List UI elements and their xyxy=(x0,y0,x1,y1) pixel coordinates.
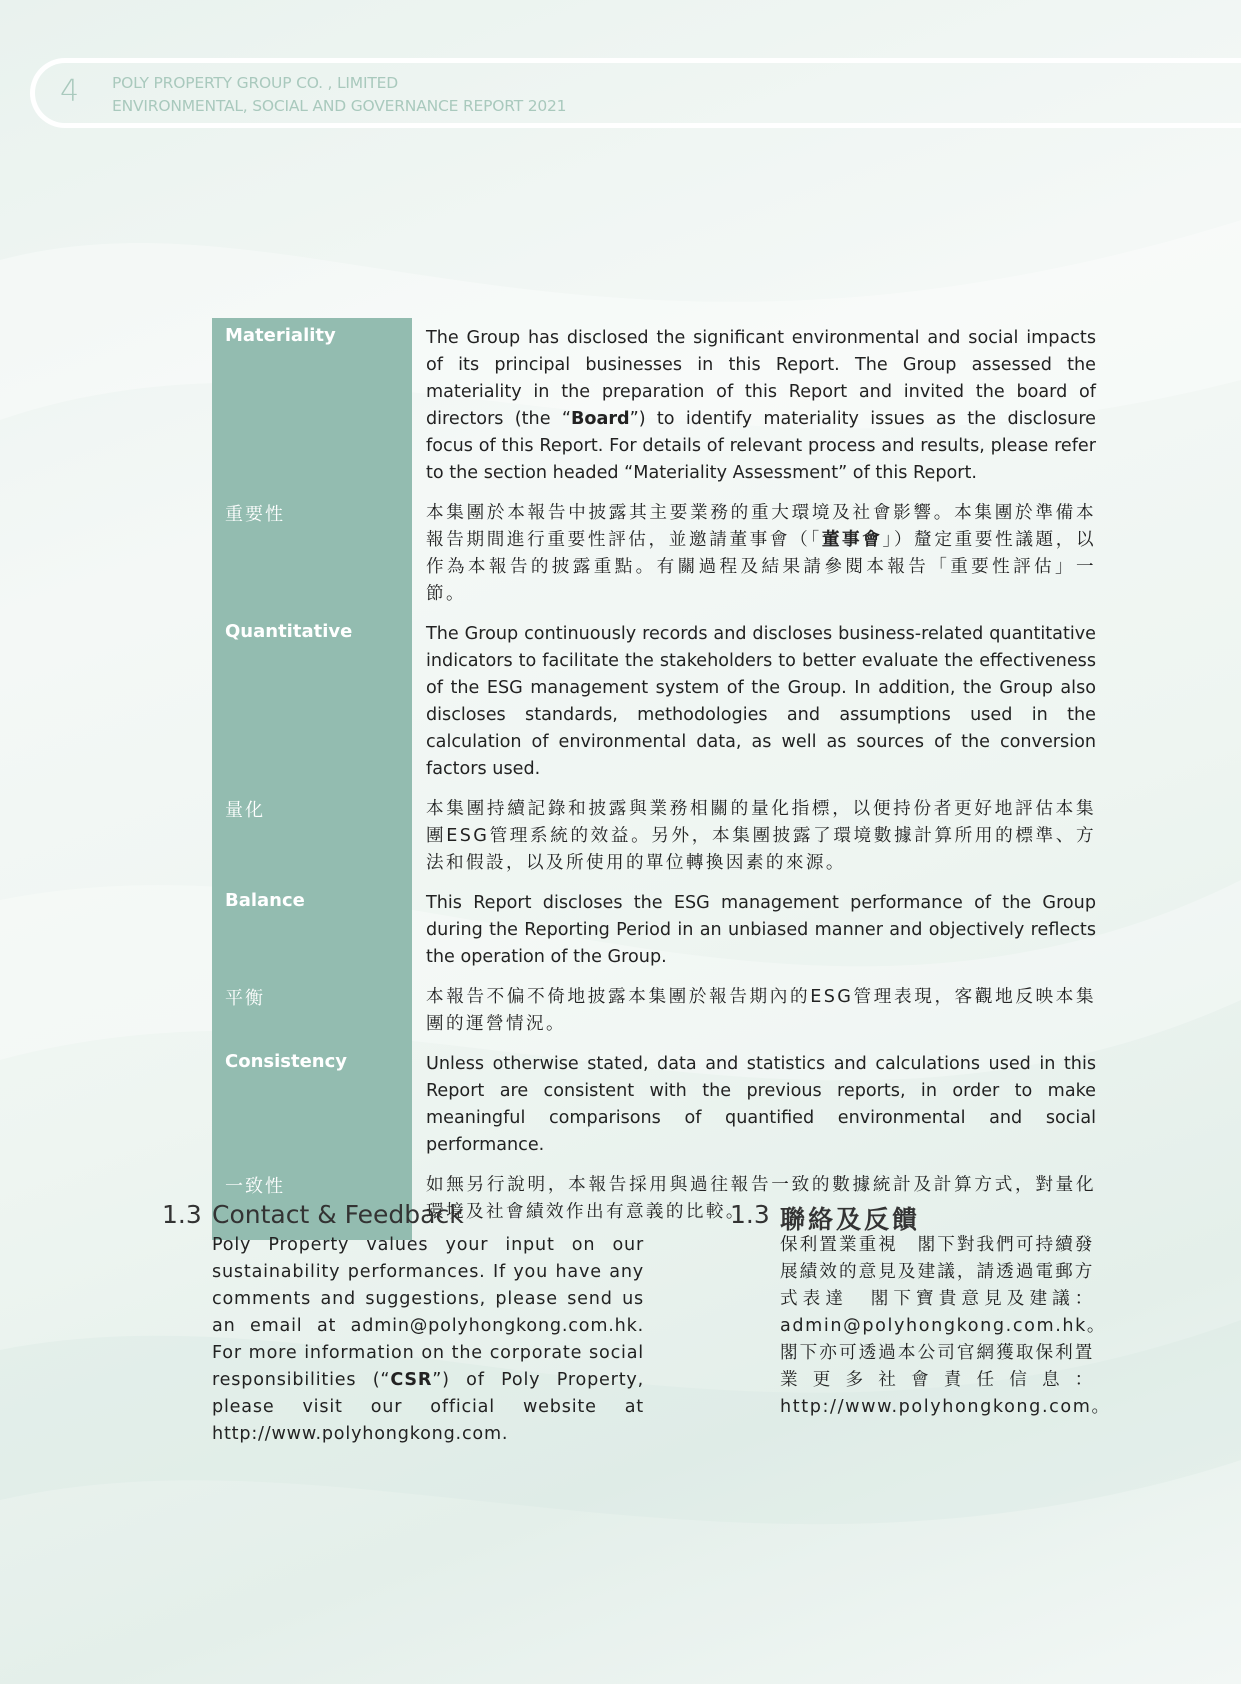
principle-label-zh: 重要性 xyxy=(212,493,412,614)
principle-label-zh: 平衡 xyxy=(212,977,412,1044)
contact-body-zh: 保利置業重視 閣下對我們可持續發展績效的意見及建議，請透過電郵方式表達 閣下寶貴意見及建議：admin@polyhongkong.com.hk。 閣下亦可透過本公司官網獲取保利置業更多社會責任信息：http://www.polyhongkong.com。 xyxy=(780,1235,1117,1417)
principle-text-zh: 本集團於本報告中披露其主要業務的重大環境及社會影響。本集團於準備本報告期間進行重要性評估，並邀請董事會（「董事會」）釐定重要性議題，以作為本報告的披露重點。有關過程及結果請參閱本報告「重要性評估」一節。 xyxy=(426,503,1097,604)
principle-label: Materiality xyxy=(212,318,412,493)
principle-label: Quantitative xyxy=(212,614,412,789)
principle-text-zh: 本集團持續記錄和披露與業務相關的量化指標，以便持份者更好地評估本集團ESG管理系統的效益。另外，本集團披露了環境數據計算所用的標準、方法和假設，以及所使用的單位轉換因素的來源。 xyxy=(426,799,1096,873)
header-report-title: ENVIRONMENTAL, SOCIAL AND GOVERNANCE REPORT 2021 xyxy=(112,97,567,115)
contact-section-number-zh: 1.3 xyxy=(730,1200,770,1229)
contact-body: Poly Property values your input on our sustainability performances. If you have any comments and suggestions, please send us an email at admin@polyhongkong.com.hk. For more information on the corporate social responsibilities (“CSR”) of Poly Property, please visit our official website at http://www.polyhongkong.com. xyxy=(212,1235,644,1444)
principle-text-zh: 本報告不偏不倚地披露本集團於報告期內的ESG管理表現，客觀地反映本集團的運營情況。 xyxy=(426,987,1096,1034)
principle-label: Balance xyxy=(212,883,412,977)
principle-label: Consistency xyxy=(212,1044,412,1165)
reporting-principles-table xyxy=(212,318,1096,1240)
page-number: 4 xyxy=(60,74,80,109)
principle-text: The Group continuously records and discloses business-related quantitative indicators to facilitate the stakeholders to better evaluate the effectiveness of the ESG management system of the Group. In addition, the Group also discloses standards, methodologies and assumptions used in the calculation of environmental data, as well as sources of the conversion factors used. xyxy=(426,624,1096,779)
contact-section-title: Contact & Feedback xyxy=(212,1200,464,1229)
principle-label-zh: 量化 xyxy=(212,789,412,883)
principle-label-zh: 一致性 xyxy=(212,1165,412,1240)
header-company: POLY PROPERTY GROUP CO. , LIMITED xyxy=(112,74,398,92)
contact-section-title-zh: 聯絡及反饋 xyxy=(780,1205,921,1234)
principle-text-zh: 如無另行說明，本報告採用與過往報告一致的數據統計及計算方式，對量化環境及社會績效作出有意義的比較。 xyxy=(426,1175,1096,1222)
principle-text: The Group has disclosed the significant environmental and social impacts of its principal businesses in this Report. The Group assessed the materiality in the preparation of this Report and invited the board of directors (the “Board”) to identify materiality issues as the disclosure focus of this Report. For details of relevant process and results, please refer to the section headed “Materiality Assessment” of this Report. xyxy=(426,328,1096,483)
principle-text: This Report discloses the ESG management performance of the Group during the Reporting Period in an unbiased manner and objectively reflects the operation of the Group. xyxy=(426,893,1096,967)
header-frame xyxy=(30,58,1241,128)
principle-text: Unless otherwise stated, data and statistics and calculations used in this Report are consistent with the previous reports, in order to make meaningful comparisons of quantified environmental and social performance. xyxy=(426,1054,1096,1155)
contact-section-number: 1.3 xyxy=(162,1200,202,1229)
